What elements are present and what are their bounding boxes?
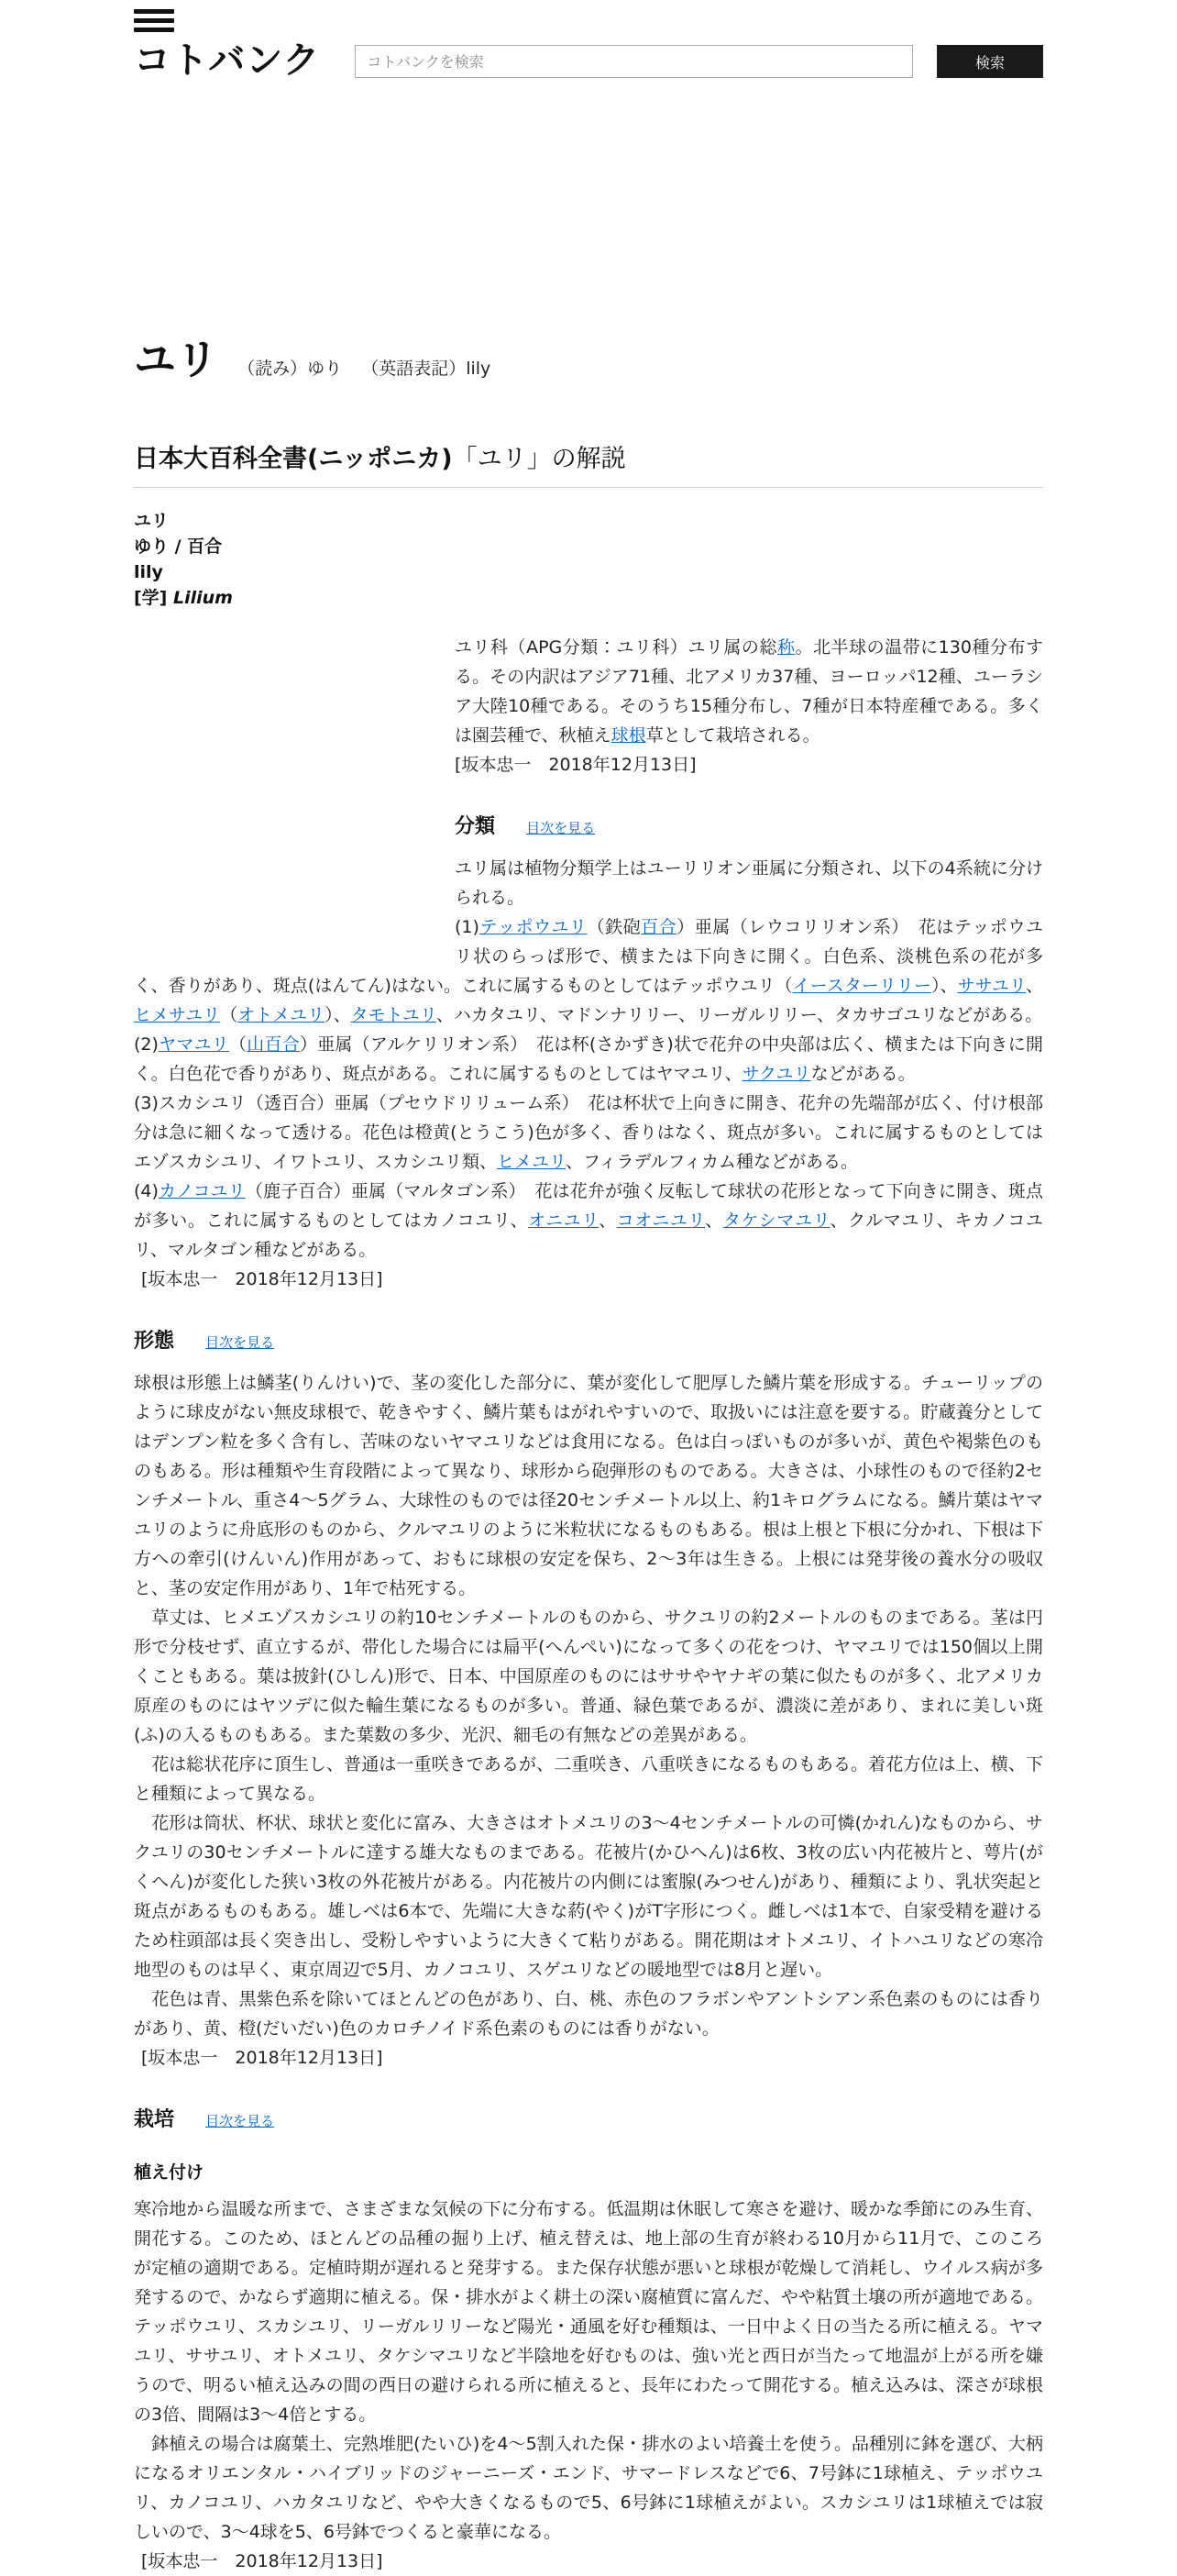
- text-run: （: [229, 1034, 248, 1055]
- inline-link[interactable]: 球根: [610, 725, 646, 746]
- toc-link[interactable]: 目次を見る: [205, 2113, 275, 2129]
- entry-header: [134, 326, 1043, 387]
- text-run: ユリ属は植物分類学上はユーリリオン亜属に分類され、以下の4系統に分けられる。: [455, 858, 1043, 908]
- section-head-morphology: [134, 1327, 1043, 1357]
- site-header: [0, 0, 1177, 81]
- paragraph: [134, 1985, 1043, 2043]
- text-run: （鹿子百合）亜属（マルタゴン系） 花は花弁が強く反転して球状の花形となって下向きに開き、斑点が多い。これに属するものとしてはカノコユリ、: [134, 1181, 1043, 1231]
- text-run: ユリ科（APG分類：ユリ科）ユリ属の総: [455, 637, 777, 658]
- paragraph: [134, 1368, 1043, 1603]
- inline-link[interactable]: ヒメユリ: [496, 1152, 566, 1172]
- text-run: （鉄砲: [587, 917, 642, 937]
- text-run: 、: [705, 1211, 723, 1231]
- inline-link[interactable]: オニユリ: [528, 1211, 600, 1231]
- byline: [坂本忠一 2018年12月13日]: [455, 755, 697, 775]
- text-run: (4): [134, 1181, 159, 1201]
- menu-icon: [134, 18, 174, 23]
- text-run: ）亜属（アルケリリオン系） 花は杯(さかずき)状で花弁の中央部は広く、横または下向きに開く。白色花で香りがあり、斑点がある。これに属するものとしてはヤマユリ、: [134, 1034, 1043, 1084]
- inline-link[interactable]: テッポウユリ: [478, 917, 588, 937]
- inline-link[interactable]: タケシマユリ: [722, 1211, 830, 1231]
- main-content: [134, 326, 1043, 2576]
- text-run: (3)スカシユリ（透百合）亜属（プセウドリリューム系） 花は杯状で上向きに開き、花弁の先端部が広く、付け根部分は急に細くなって透ける。花色は橙黄(とうこう)色が多く、香りはなく、斑点が多い。これに属するものとしてはエゾスカシユリ、イワトユリ、スカシユリ類、: [134, 1093, 1043, 1172]
- text-run: ）、: [930, 976, 958, 996]
- text-run: ）亜属（レウコリリオン系） 花はテッポウユリ状のらっぱ形で、横または下向きに開く。白色系、淡桃色系の花が多く、香りがあり、斑点(はんてん)はない。これに属するものとしてはテッポウユリ（: [134, 917, 1043, 996]
- name-line: [134, 534, 1043, 559]
- inline-link[interactable]: 山百合: [247, 1034, 300, 1055]
- text-run: 、フィラデルフィカム種などがある。: [566, 1152, 859, 1172]
- inline-link[interactable]: カノコユリ: [158, 1181, 246, 1201]
- section-heading: 分類: [455, 815, 496, 838]
- entry-title: ユリ: [134, 335, 218, 384]
- source-heading: [134, 438, 1043, 488]
- menu-icon: [134, 28, 174, 32]
- text-run: 花は総状花序に頂生し、普通は一重咲きであるが、二重咲き、八重咲きになるものもある。着花方位は上、横、下と種類によって異なる。: [134, 1754, 1043, 1804]
- text-run: Lilium: [172, 588, 233, 608]
- entry-names: [134, 508, 1043, 611]
- name-line: [134, 508, 1043, 534]
- text-run: 花色は青、黒紫色系を除いてほとんどの色があり、白、桃、赤色のフラボンやアントシアン系色素のものには香りがあり、黄、橙(だいだい)色のカロチノイド系色素のものには香りがない。: [134, 1989, 1043, 2039]
- text-run: 、クルマユリ、キカノコユリ、マルタゴン種などがある。: [134, 1211, 1044, 1260]
- text-run: (2): [134, 1034, 159, 1055]
- ad-space: [0, 81, 1177, 326]
- byline: [坂本忠一 2018年12月13日]: [141, 2551, 383, 2571]
- source-dictionary-name: 日本大百科全書(ニッポニカ): [134, 445, 453, 473]
- paragraph: [134, 1177, 1043, 1265]
- text-run: 草として栽培される。: [645, 725, 820, 746]
- section-heading: 形態: [134, 1330, 175, 1353]
- inline-link[interactable]: ササユリ: [957, 976, 1026, 996]
- menu-icon: [134, 9, 174, 14]
- byline: [坂本忠一 2018年12月13日]: [141, 2048, 383, 2068]
- site-logo[interactable]: コトバンク: [134, 39, 321, 82]
- inline-link[interactable]: コオニユリ: [616, 1211, 706, 1231]
- text-run: 。北半球の温帯に130種分布する。その内訳はアジア71種、北アメリカ37種、ヨーロッパ12種、ユーラシア大陸10種である。そのうち15種分布し、7種が日本特産種である。多くは園芸種で、秋植え: [455, 637, 1043, 746]
- menu-button[interactable]: [134, 9, 174, 32]
- text-run: ゆり / 百合: [134, 536, 223, 557]
- source-heading-sub: 「ユリ」の解説: [452, 445, 626, 473]
- inline-link[interactable]: 称: [776, 637, 796, 658]
- paragraph: [134, 1030, 1043, 1089]
- paragraph: [134, 1808, 1043, 1985]
- text-run: 草丈は、ヒメエゾスカシユリの約10センチメートルのものから、サクユリの約2メートルのものまである。茎は円形で分枝せず、直立するが、帯化した場合には扁平(へんぺい)になって多くの花をつけ、ヤマユリでは150個以上開くこともある。葉は披針(ひしん)形で、日本、中国原産のものにはササやヤナギの葉に似たものが多く、北アメリカ原産のものにはヤツデに似た輪生葉になるものが多い。普通、緑色葉であるが、濃淡に差があり、まれに美しい斑(ふ)の入るものもある。また葉数の多少、光沢、細毛の有無などの差異がある。: [134, 1608, 1043, 1745]
- toc-link[interactable]: 目次を見る: [526, 820, 596, 836]
- text-run: などがある。: [810, 1064, 916, 1084]
- name-line: [134, 559, 1043, 585]
- text-run: （: [220, 1005, 238, 1025]
- inline-link[interactable]: ヒメサユリ: [134, 1005, 221, 1025]
- text-run: [学]: [134, 588, 173, 608]
- paragraph: [134, 1603, 1043, 1750]
- inline-link[interactable]: ヤマユリ: [158, 1034, 230, 1055]
- paragraph: [134, 1089, 1043, 1177]
- section-head-cultivation: [134, 2106, 1043, 2136]
- inline-link[interactable]: イースターリリー: [792, 976, 931, 996]
- subsection-heading-planting: 植え付け: [134, 2162, 204, 2183]
- text-run: 寒冷地から温暖な所まで、さまざまな気候の下に分布する。低温期は休眠して寒さを避け、暖かな季節にのみ生育、開花する。このため、ほとんどの品種の掘り上げ、植え替えは、地上部の生育が終わる10月から11月で、このころが定植の適期である。定植時期が遅れると発芽する。また保存状態が悪いと球根が乾燥して消耗し、ウイルス病が多発するので、かならず適期に植える。保・排水がよく耕土の深い腐植質に富んだ、やや粘質土壌の所が適地である。テッポウユリ、スカシユリ、リーガルリリーなど陽光・通風を好む種類は、一日中よく日の当たる所に植える。ヤマユリ、ササユリ、オトメユリ、タケシマユリなど半陰地を好むものは、強い光と西日が当たって地温が上がる所を嫌うので、明るい植え込みの間の西日の避けられる所に植えると、長年にわたって開花する。植え込みは、深さが球根の3倍、間隔は3～4倍とする。: [134, 2199, 1043, 2425]
- text-run: 、: [1025, 976, 1043, 996]
- inline-link[interactable]: オトメユリ: [237, 1005, 325, 1025]
- search-bar: [355, 45, 1043, 78]
- text-run: 、ハカタユリ、マドンナリリー、リーガルリリー、タカサゴユリなどがある。: [435, 1005, 1043, 1025]
- inline-link[interactable]: サクユリ: [742, 1064, 811, 1084]
- text-run: 、: [599, 1211, 617, 1231]
- byline: [坂本忠一 2018年12月13日]: [141, 1269, 383, 1289]
- entry-reading: （読み）ゆり: [237, 359, 343, 379]
- text-run: 鉢植えの場合は腐葉土、完熟堆肥(たいひ)を4～5割入れた保・排水のよい培養土を使う。品種別に鉢を選び、大柄になるオリエンタル・ハイブリッドのジャーニーズ・エンド、サマードレスなどで6、7号鉢に1球植え、テッポウユリ、カノコユリ、ハカタユリなど、やや大きくなるもので5、6号鉢に1球植えがよい。スカシユリは1球植えでは寂しいので、3～4球を5、6号鉢でつくると豪華になる。: [134, 2434, 1043, 2542]
- inline-link[interactable]: タモトユリ: [350, 1005, 436, 1025]
- brand-block: [134, 9, 320, 81]
- text-run: lily: [134, 562, 163, 582]
- entry-english: （英語表記）lily: [361, 359, 491, 379]
- text-run: (1): [455, 917, 479, 937]
- text-run: ユリ: [134, 511, 170, 531]
- toc-link[interactable]: 目次を見る: [205, 1334, 275, 1351]
- paragraph: [134, 2195, 1043, 2429]
- name-line: [134, 585, 1043, 611]
- text-run: ）、: [324, 1005, 351, 1025]
- article-body: [134, 633, 1043, 2576]
- image-placeholder: [134, 633, 455, 954]
- text-run: 球根は形態上は鱗茎(りんけい)で、茎の変化した部分に、葉が変化して肥厚した鱗片葉を形成する。チューリップのように球皮がない無皮球根で、乾きやすく、鱗片葉もはがれやすいので、取扱いには注意を要する。貯蔵養分としてはデンプン粒を多く含有し、苦味のないヤマユリなどは食用になる。色は白っぽいものが多いが、黄色や褐紫色のものもある。形は種類や生育段階によって異なり、球形から砲弾形のものである。大きさは、小球性のもので径約2センチメートル、重さ4～5グラム、大球性のものでは径20センチメートル以上、約1キログラムになる。鱗片葉はヤマユリのように舟底形のものから、クルマユリのように米粒状になるものもある。根は上根と下根に分かれ、下根は下方への牽引(けんいん)作用があって、おもに球根の安定を保ち、2～3年は生きる。上根には発芽後の養水分の吸収と、茎の安定作用があり、1年で枯死する。: [134, 1373, 1043, 1598]
- section-heading: 栽培: [134, 2108, 175, 2131]
- text-run: 花形は筒状、杯状、球状と変化に富み、大きさはオトメユリの3～4センチメートルの可憐(かれん)なものから、サクユリの30センチメートルに達する雄大なものまである。花被片(かひへん)は6枚、3枚の広い内花被片と、萼片(がくへん)が変化した狭い3枚の外花被片がある。内花被片の内側には蜜腺(みつせん)があり、種類により、乳状突起と斑点があるものもある。雄しべは6本で、先端に大きな葯(やく)がT字形につく。雌しべは1本で、自家受精を避けるため柱頭部は長く突き出し、受粉しやすいように大きくて粘りがある。開花期はオトメユリ、イトハユリなどの寒冷地型のものは早く、東京周辺で5月、カノコユリ、スゲユリなどの暖地型では8月と遅い。: [134, 1813, 1043, 1980]
- paragraph: [134, 1750, 1043, 1808]
- paragraph: [134, 2429, 1043, 2547]
- search-input[interactable]: [355, 45, 913, 78]
- search-button[interactable]: 検索: [937, 45, 1043, 78]
- inline-link[interactable]: 百合: [641, 917, 677, 937]
